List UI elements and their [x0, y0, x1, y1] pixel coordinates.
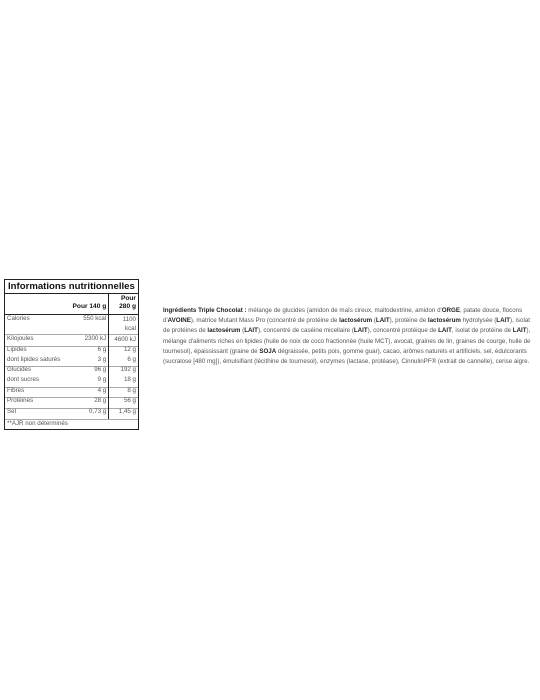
value-140g: 4 g — [61, 387, 109, 398]
ingredients-text: ), matrice Mutant Mass Pro (concentré de protéine de — [190, 317, 340, 325]
row-label: Lipides — [5, 347, 61, 357]
row-label: Kilojoules — [5, 335, 61, 347]
ingredients-text: dégraissée, petits pois, gomme guar), cacao, arômes naturels et artificiels, sel, édulcorants (sucralose [480 mg]), émulsifiant (lécithine de tournesol), enzymes (lactase, protéase), CinnulinPF® (extrait de cannelle), cerise aigre. — [163, 347, 530, 366]
nutrition-header-row — [5, 294, 138, 315]
value-280g: 4600 kJ — [109, 335, 138, 347]
row-label: Calories — [7, 315, 30, 323]
row-label: dont lipides saturés — [7, 355, 61, 363]
allergen-lactoserum: lactosérum — [207, 327, 241, 335]
value-140g: 0,73 g — [61, 409, 109, 419]
value-140g: 9 g — [97, 376, 107, 384]
value-280g: 12 g — [109, 347, 138, 357]
value-280g: 1,45 g — [109, 409, 138, 419]
value-140g: 6 g — [61, 347, 109, 357]
allergen-lait: LAIT — [512, 327, 527, 335]
nutrition-header-blank — [5, 294, 61, 315]
allergen-lactoserum: lactosérum — [339, 317, 373, 325]
ingredients-text: mélange de glucides (amidon de maïs cireux, maltodextrine, amidon d' — [246, 307, 442, 314]
nutrition-grid — [5, 294, 138, 419]
ingredients-text: ( — [372, 317, 376, 325]
nutrition-row-sucres — [5, 377, 138, 387]
allergen-lactoserum: lactosérum — [427, 317, 461, 325]
value-140g: 3 g — [97, 355, 107, 363]
ingredients-text: ), protéine de — [389, 317, 428, 325]
nutrition-facts-table — [4, 279, 139, 430]
allergen-lait: LAIT — [353, 327, 368, 335]
ingredients-text: , isolat de protéine de — [451, 327, 513, 335]
row-label: Fibres — [5, 387, 61, 398]
allergen-orge: ORGE — [441, 307, 460, 314]
row-label: dont sucres — [7, 376, 39, 384]
allergen-lait: LAIT — [496, 317, 511, 325]
ingredients-heading: Ingrédients Triple Chocolat : — [163, 307, 247, 314]
nutrition-row-kilojoules — [5, 335, 138, 347]
ingredients-text: ), concentré protéique de — [367, 327, 439, 335]
ingredients-text: ), isolat de protéines de — [163, 317, 530, 335]
value-280g: 18 g — [109, 377, 138, 387]
ingredients-text: ( — [240, 327, 245, 335]
allergen-lait: LAIT — [375, 317, 390, 325]
value-280g: 56 g — [109, 398, 138, 409]
value-280g: 192 g — [109, 367, 138, 377]
value-140g: 550 kcal — [83, 315, 107, 323]
ingredients-text: ), mélange d'aliments riches en lipides (huile de noix de coco fractionnée (huile MCT), avocat, graines de lin, graines de courge, huile de tournesol), épaississant (graine de — [163, 327, 531, 355]
allergen-avoine: AVOINE — [167, 317, 191, 325]
value-280g: 8 g — [109, 387, 138, 398]
allergen-lait: LAIT — [438, 327, 452, 335]
ingredients-paragraph — [163, 306, 535, 367]
nutrition-row-lipides-satures — [5, 357, 138, 367]
value-280g: 1100 kcal — [109, 315, 138, 335]
column-header-280g: Pour 280 g — [109, 294, 138, 315]
row-label: Glucides — [5, 367, 61, 377]
column-header-140g: Pour 140 g — [61, 294, 109, 315]
allergen-soja: SOJA — [259, 347, 277, 355]
value-140g: 28 g — [61, 398, 109, 409]
nutrition-row-proteines — [5, 398, 138, 409]
row-label: Sel — [5, 409, 61, 419]
row-label: Protéines — [5, 398, 61, 409]
nutrition-title: Informations nutritionnelles — [5, 280, 138, 294]
nutrition-row-fibres — [5, 387, 138, 398]
nutrition-row-calories — [5, 315, 138, 335]
value-140g: 96 g — [61, 367, 109, 377]
ingredients-text: hydrolysée ( — [460, 317, 497, 325]
nutrition-footnote: **AJR non déterminés — [5, 419, 138, 429]
nutrition-row-sel — [5, 409, 138, 419]
ingredients-text: , patate douce, flocons d' — [163, 307, 523, 325]
value-140g: 2300 kJ — [61, 335, 109, 347]
ingredients-text: ), concentré de caséine micellaire ( — [257, 327, 354, 335]
value-280g: 6 g — [109, 357, 138, 367]
allergen-lait: LAIT — [244, 327, 258, 335]
